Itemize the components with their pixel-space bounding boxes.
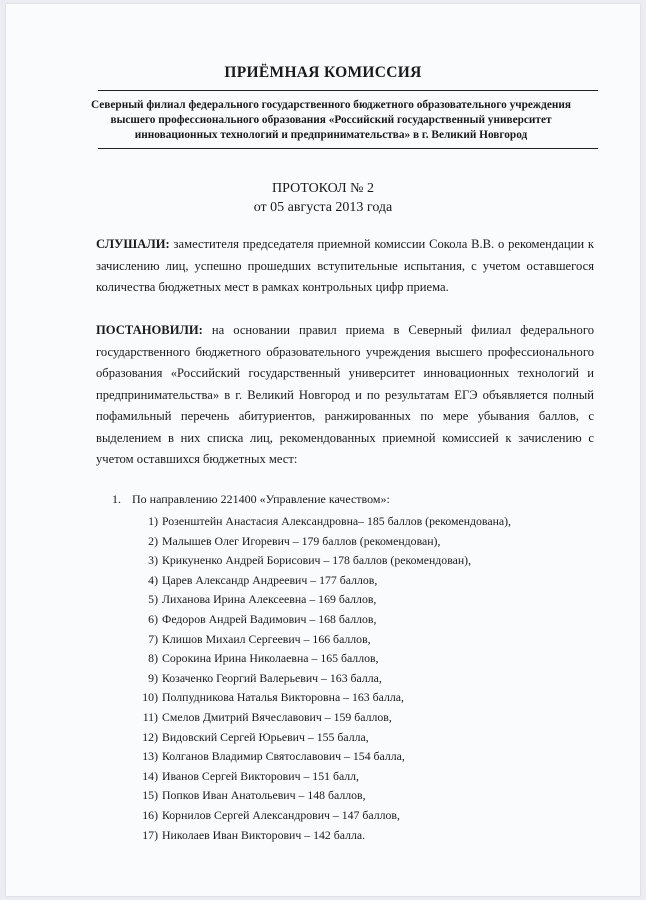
list-item-number: 8) xyxy=(148,651,158,666)
list-item-number: 17) xyxy=(142,827,158,842)
list-item xyxy=(134,532,554,552)
list-item xyxy=(134,806,554,826)
list-item xyxy=(134,728,554,748)
list-item-number: 14) xyxy=(142,768,158,783)
list-item xyxy=(134,747,554,767)
applicant-list xyxy=(134,512,554,845)
list-item-number: 15) xyxy=(142,788,158,803)
list-item-text: Федоров Андрей Вадимович – 168 баллов, xyxy=(162,611,377,626)
list-item-number: 7) xyxy=(148,631,158,646)
list-item xyxy=(134,826,554,846)
heard-text: заместителя председателя приемной комиссии Сокола В.В. о рекомендации к зачислению лиц, успешно прошедших вступительные испытания, с учетом оставшегося количества бюджетных мест в рамках контрольных цифр приема. xyxy=(96,237,594,294)
section-heading xyxy=(112,492,390,507)
list-item xyxy=(134,767,554,787)
list-item-number: 1) xyxy=(148,514,158,528)
list-item xyxy=(134,551,554,571)
list-item-text: Лиханова Ирина Алексеевна – 169 баллов, xyxy=(162,592,377,607)
document-page xyxy=(6,4,640,896)
list-item xyxy=(134,590,554,610)
list-item-text: Полпудникова Наталья Викторовна – 163 балла, xyxy=(162,690,404,705)
header-divider-bottom xyxy=(98,148,598,149)
list-item-text: Малышев Олег Игоревич – 179 баллов (рекомендован), xyxy=(162,533,441,548)
section-number: 1. xyxy=(112,492,121,506)
resolved-paragraph xyxy=(96,320,594,471)
list-item-text: Царев Александр Андреевич – 177 баллов, xyxy=(162,572,378,587)
list-item-text: Крикуненко Андрей Борисович – 178 баллов (рекомендован), xyxy=(162,553,472,568)
list-item xyxy=(134,786,554,806)
list-item xyxy=(134,630,554,650)
heard-label: СЛУШАЛИ: xyxy=(96,237,170,251)
list-item xyxy=(134,571,554,591)
list-item-number: 2) xyxy=(148,533,158,548)
list-item-number: 4) xyxy=(148,572,158,587)
list-item-text: Сорокина Ирина Николаевна – 165 баллов, xyxy=(162,651,379,666)
institution-name: Северный филиал федерального государственного бюджетного образовательного учреждения высшего профессионального образования «Российский государственный университет инновационных технологий и предпринимательства» в г. Великий Новгород xyxy=(91,99,571,141)
protocol-date: от 05 августа 2013 года xyxy=(253,200,393,215)
list-item-number: 16) xyxy=(142,807,158,822)
list-item-text: Клишов Михаил Сергеевич – 166 баллов, xyxy=(162,631,371,646)
list-item-text: Корнилов Сергей Александрович – 147 баллов, xyxy=(162,807,400,822)
resolved-label: ПОСТАНОВИЛИ: xyxy=(96,323,203,337)
heard-paragraph xyxy=(96,234,594,299)
list-item-number: 10) xyxy=(142,690,158,705)
list-item-number: 11) xyxy=(142,709,158,724)
section-title: По направлению 221400 «Управление качеством»: xyxy=(132,492,390,506)
list-item-number: 6) xyxy=(148,611,158,626)
list-item-text: Видовский Сергей Юрьевич – 155 балла, xyxy=(162,729,369,744)
resolved-text: на основании правил приема в Северный филиал федерального государственного бюджетного образовательного учреждения высшего профессионального образования «Российский государственный университет инновационных технологий и предпринимательства» в г. Великий Новгород и по результатам ЕГЭ объявляется полный пофамильный перечень абитуриентов, ранжированных по мере убывания баллов, с выделением в них списка лиц, рекомендованных приемной комиссией к зачислению с учетом оставшихся бюджетных мест: xyxy=(96,323,594,466)
list-item xyxy=(134,512,554,532)
protocol-title: ПРОТОКОЛ № 2 xyxy=(272,181,374,196)
list-item-text: Смелов Дмитрий Вячеславович – 159 баллов, xyxy=(162,709,392,724)
list-item xyxy=(134,688,554,708)
list-item-text: Колганов Владимир Святославович – 154 балла, xyxy=(162,749,405,764)
list-item-number: 5) xyxy=(148,592,158,607)
list-item-number: 12) xyxy=(142,729,158,744)
list-item xyxy=(134,708,554,728)
list-item-text: Козаченко Георгий Валерьевич – 163 балла, xyxy=(162,670,382,685)
list-item-number: 9) xyxy=(148,670,158,685)
list-item xyxy=(134,649,554,669)
list-item-number: 13) xyxy=(142,749,158,764)
list-item xyxy=(134,610,554,630)
header-divider-top xyxy=(98,90,598,91)
list-item-text: Розенштейн Анастасия Александровна– 185 баллов (рекомендована), xyxy=(162,514,512,528)
list-item-number: 3) xyxy=(148,553,158,568)
list-item xyxy=(134,669,554,689)
list-item-text: Николаев Иван Викторович – 142 балла. xyxy=(162,827,366,842)
commission-title: ПРИЁМНАЯ КОМИССИЯ xyxy=(224,64,422,81)
list-item-text: Попков Иван Анатольевич – 148 баллов, xyxy=(162,788,366,803)
list-item-text: Иванов Сергей Викторович – 151 балл, xyxy=(162,768,360,783)
